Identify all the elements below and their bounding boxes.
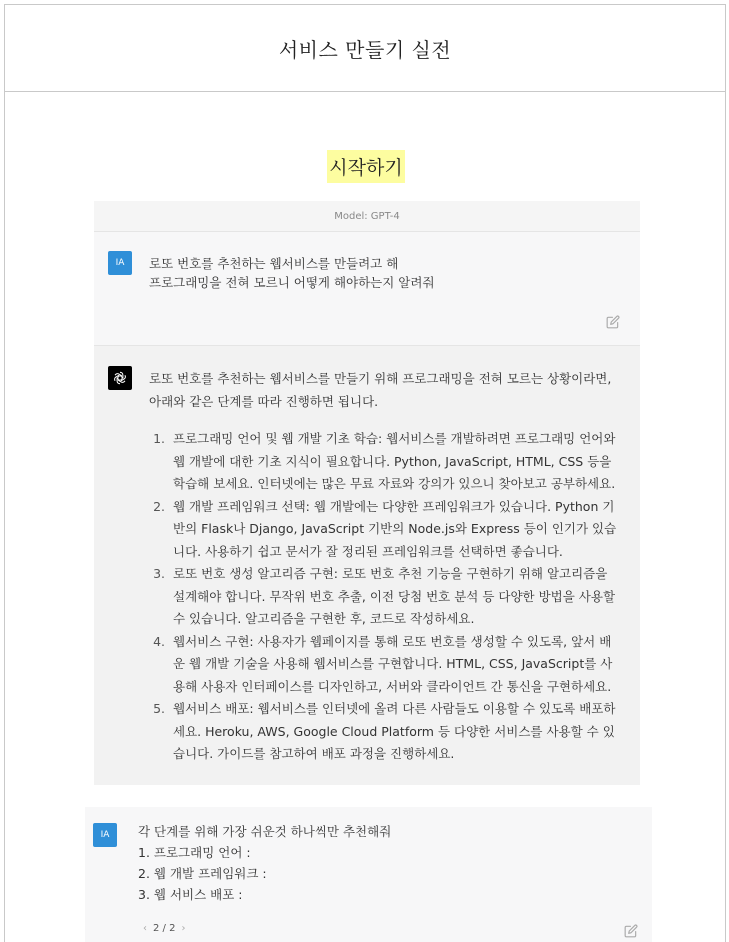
next-response-button[interactable]: › bbox=[181, 923, 186, 934]
pager-label: 2 / 2 bbox=[153, 923, 176, 934]
page-frame bbox=[4, 4, 726, 942]
user-message-line: 2. 웹 개발 프레임워크 : bbox=[138, 866, 267, 881]
list-item: 2. 웹 개발 프레임워크 선택: 웹 개발에는 다양한 프레임워크가 있습니다. Python 기반의 Flask나 Django, JavaScript 기반의 Node.js와 Express 등이 인기가 있습니다. 사용하기 쉽고 문서가 잘 정리된 프레임워크를 선택하면 좋습니다. bbox=[169, 496, 619, 564]
user-message-line: 로또 번호를 추천하는 웹서비스를 만들려고 해 bbox=[149, 256, 399, 271]
chat-transcript bbox=[94, 201, 640, 785]
user-avatar: IA bbox=[108, 251, 132, 275]
model-label: Model: GPT-4 bbox=[94, 201, 640, 232]
page-title: 서비스 만들기 실전 bbox=[278, 37, 452, 62]
assistant-intro: 로또 번호를 추천하는 웹서비스를 만들기 위해 프로그래밍을 전혀 모르는 상황이라면, 아래와 같은 단계를 따라 진행하면 됩니다. bbox=[149, 371, 612, 409]
steps-list bbox=[149, 428, 619, 766]
start-heading: 시작하기 bbox=[327, 150, 404, 183]
user-message-2 bbox=[85, 807, 652, 942]
assistant-message bbox=[94, 346, 640, 785]
list-item: 5. 웹서비스 배포: 웹서비스를 인터넷에 올려 다른 사람들도 이용할 수 있도록 배포하세요. Heroku, AWS, Google Cloud Platform 등 다양한 서비스를 사용할 수 있습니다. 가이드를 참고하여 배포 과정을 진행하세요. bbox=[169, 698, 619, 766]
edit-icon[interactable] bbox=[624, 924, 638, 938]
user-message-line: 1. 프로그래밍 언어 : bbox=[138, 845, 251, 860]
response-pager bbox=[143, 923, 185, 934]
user-message-line: 3. 웹 서비스 배포 : bbox=[138, 887, 243, 902]
user-message-line: 각 단계를 위해 가장 쉬운것 하나씩만 추천해줘 bbox=[138, 824, 392, 839]
list-item: 1. 프로그래밍 언어 및 웹 개발 기초 학습: 웹서비스를 개발하려면 프로그래밍 언어와 웹 개발에 대한 기초 지식이 필요합니다. Python, JavaScript, HTML, CSS 등을 학습해 보세요. 인터넷에는 많은 무료 자료와 강의가 있으니 찾아보고 공부하세요. bbox=[169, 428, 619, 496]
prev-response-button[interactable]: ‹ bbox=[143, 923, 147, 934]
assistant-message-text bbox=[149, 367, 619, 766]
user-message-text bbox=[138, 821, 391, 905]
list-item: 3. 로또 번호 생성 알고리즘 구현: 로또 번호 추천 기능을 구현하기 위해 알고리즘을 설계해야 합니다. 무작위 번호 추출, 이전 당첨 번호 분석 등 다양한 방법을 사용할 수 있습니다. 알고리즘을 구현한 후, 코드로 작성하세요. bbox=[169, 563, 619, 631]
edit-icon[interactable] bbox=[606, 315, 620, 329]
start-section bbox=[5, 150, 727, 183]
page-header bbox=[5, 5, 725, 92]
user-message-text bbox=[149, 254, 435, 292]
user-message-1 bbox=[94, 232, 640, 346]
user-avatar: IA bbox=[93, 823, 117, 847]
user-message-line: 프로그래밍을 전혀 모르니 어떻게 해야하는지 알려줘 bbox=[149, 275, 435, 290]
list-item: 4. 웹서비스 구현: 사용자가 웹페이지를 통해 로또 번호를 생성할 수 있도록, 앞서 배운 웹 개발 기술을 사용해 웹서비스를 구현합니다. HTML, CSS, JavaScript를 사용해 사용자 인터페이스를 디자인하고, 서버와 클라이언트 간 통신을 구현하세요. bbox=[169, 631, 619, 699]
openai-logo-icon bbox=[108, 366, 132, 390]
